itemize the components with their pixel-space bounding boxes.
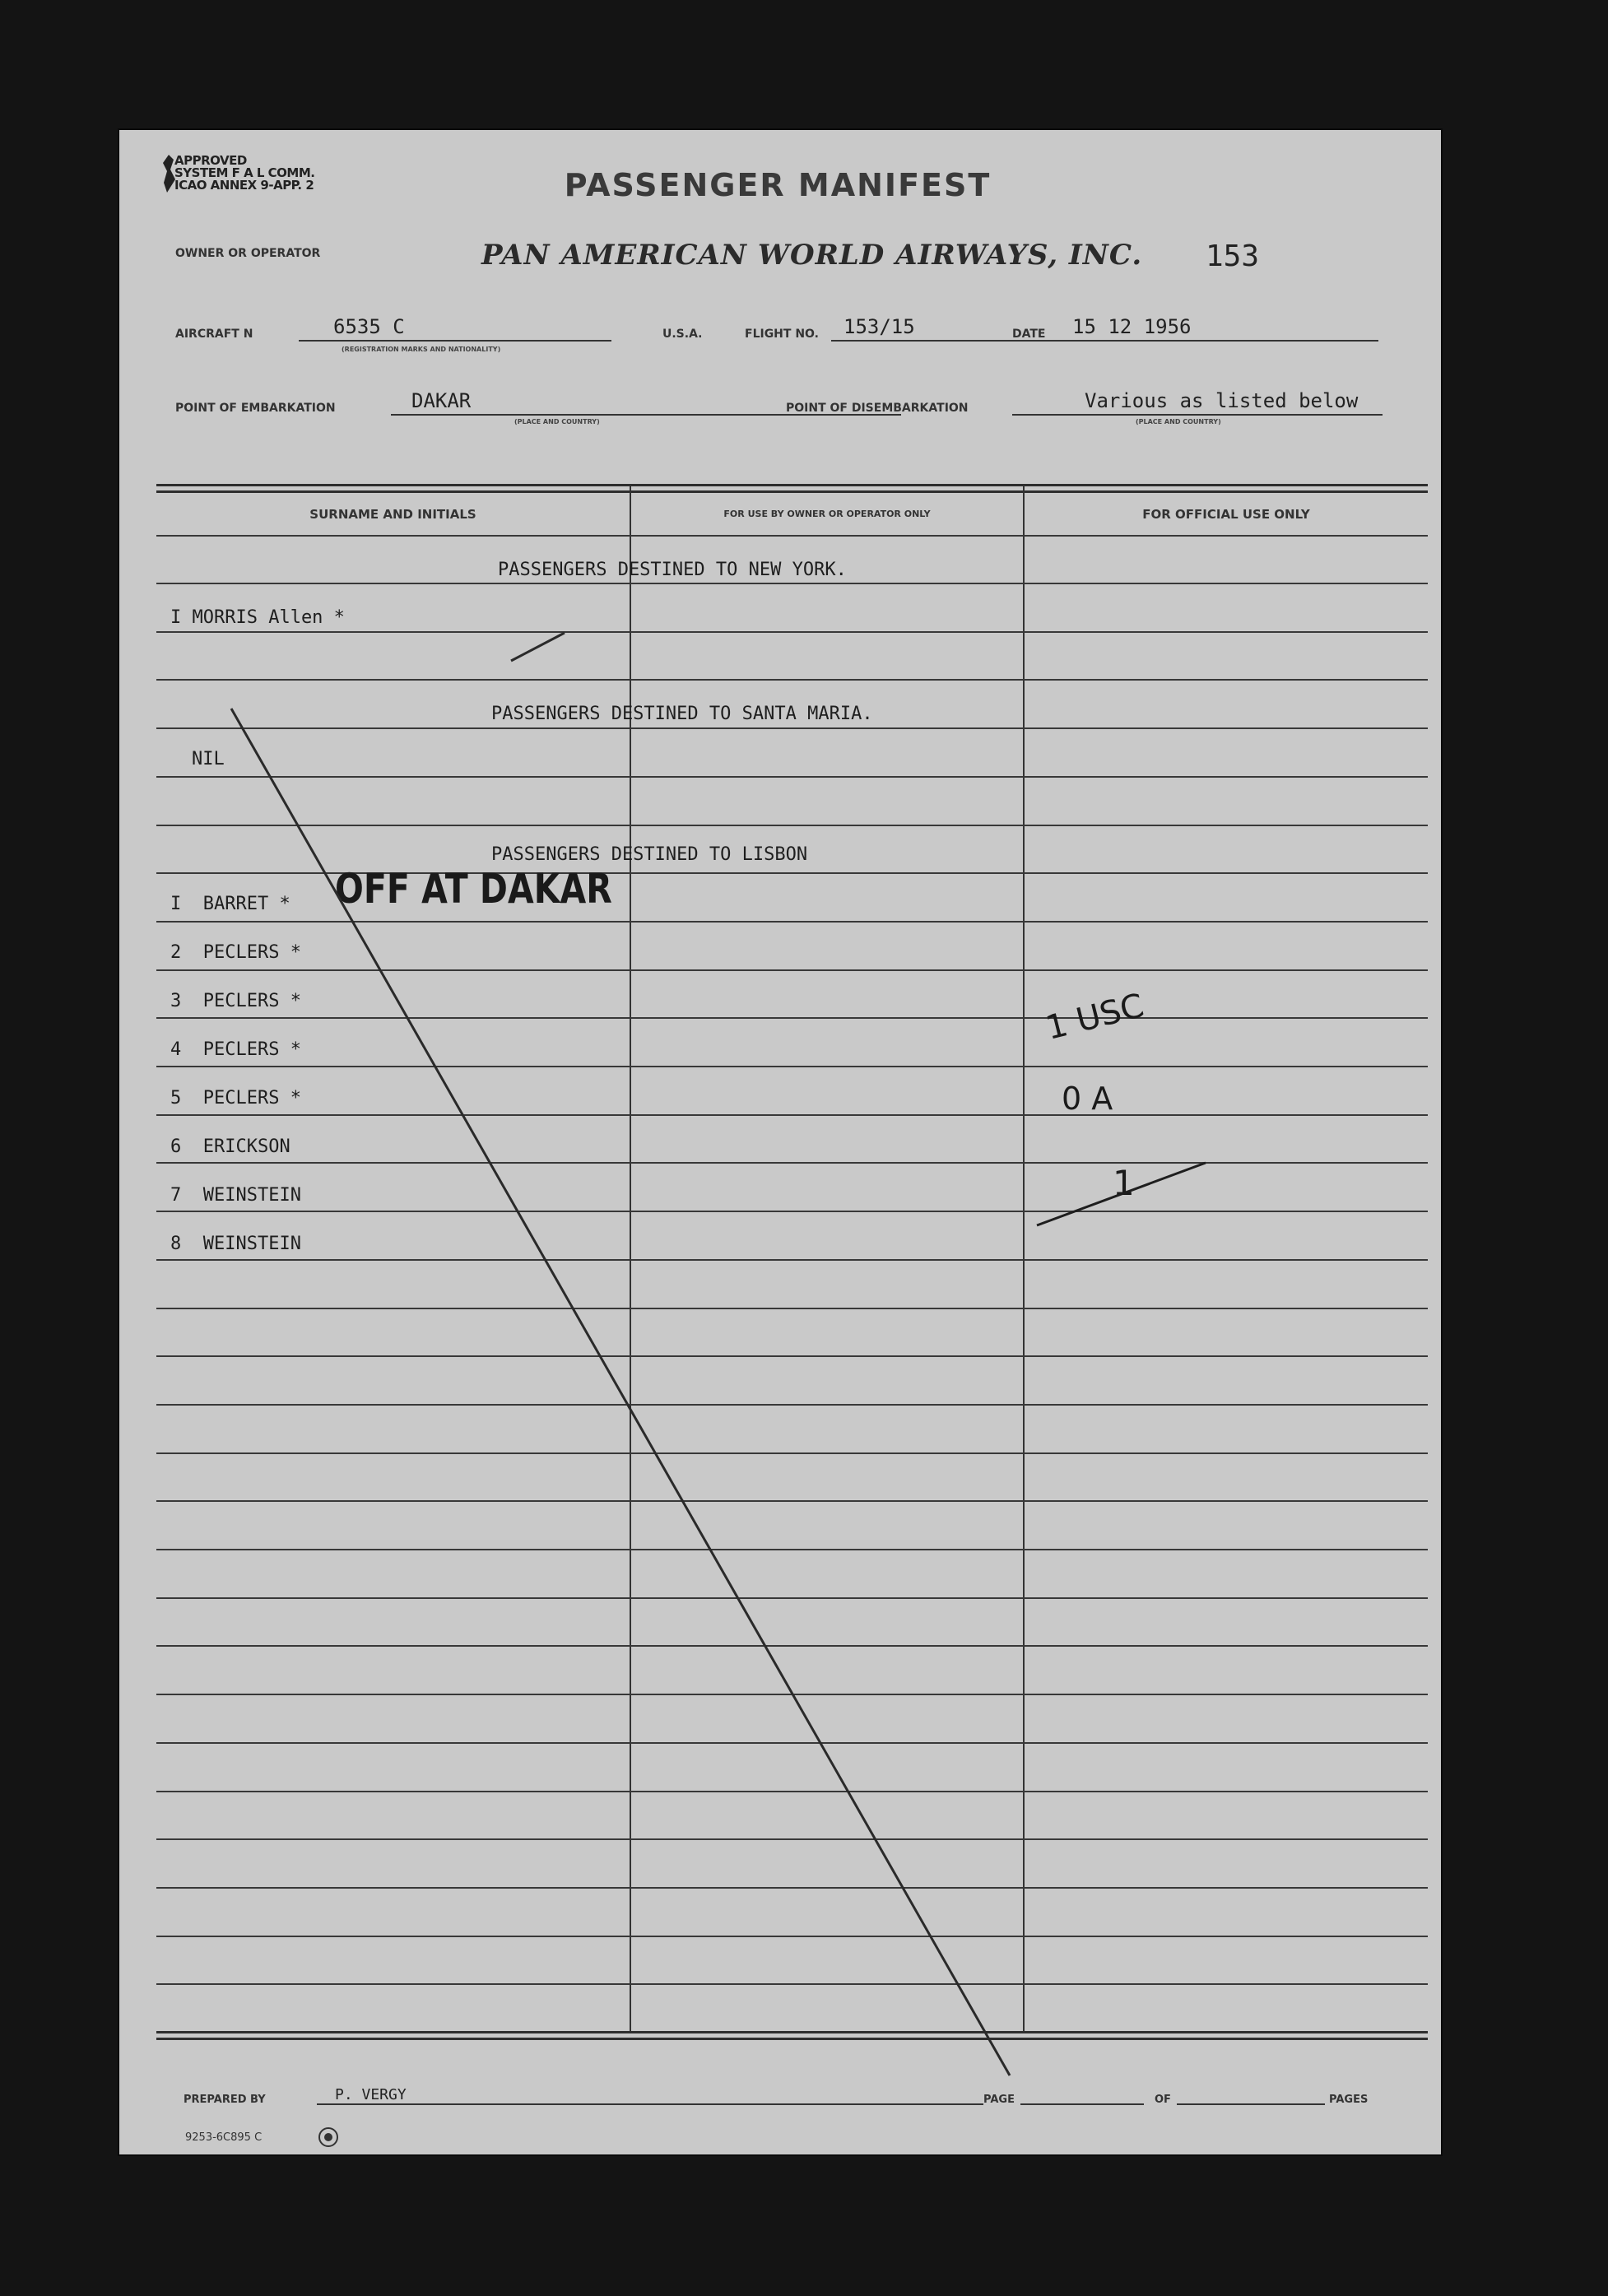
- passenger-number: 8: [170, 1234, 182, 1254]
- page-label: PAGE: [983, 2094, 1015, 2106]
- passenger-santa-maria-nil: NIL: [192, 749, 225, 769]
- disembarkation-value: Various as listed below: [1085, 389, 1359, 412]
- off-at-dakar-stamp: OFF AT DAKAR: [335, 865, 612, 913]
- date-label: DATE: [1012, 328, 1046, 341]
- union-label-icon: [317, 2126, 340, 2149]
- passenger-name: PECLERS *: [202, 1088, 301, 1108]
- disembarkation-sublabel: (PLACE AND COUNTRY): [1136, 418, 1221, 425]
- passenger-name: WEINSTEIN: [202, 1185, 301, 1206]
- passenger-name: ERICKSON: [202, 1136, 290, 1157]
- passenger-number: I: [170, 894, 182, 914]
- passenger-number: 3: [170, 991, 182, 1011]
- manifest-number: 153: [1206, 239, 1260, 273]
- passenger-number: 5: [170, 1088, 182, 1108]
- manifest-page: [119, 130, 1441, 2154]
- embarkation-value: DAKAR: [411, 389, 472, 412]
- passenger-name: BARRET *: [202, 894, 290, 914]
- column-header-owner-use: FOR USE BY OWNER OR OPERATOR ONLY: [723, 509, 931, 519]
- section-santa-maria: PASSENGERS DESTINED TO SANTA MARIA.: [491, 704, 873, 724]
- handwritten-oa: 0 A: [1062, 1081, 1113, 1117]
- prepared-by-label: PREPARED BY: [184, 2094, 266, 2106]
- pages-label: PAGES: [1329, 2094, 1369, 2106]
- owner-value: PAN AMERICAN WORLD AIRWAYS, INC.: [481, 239, 1143, 272]
- owner-label: OWNER OR OPERATOR: [175, 247, 321, 260]
- aircraft-label: AIRCRAFT N: [175, 328, 253, 341]
- flight-value: 153/15: [844, 315, 915, 338]
- aircraft-sublabel: (REGISTRATION MARKS AND NATIONALITY): [342, 346, 501, 353]
- passenger-name: PECLERS *: [202, 991, 301, 1011]
- of-label: OF: [1155, 2094, 1171, 2106]
- page-title: PASSENGER MANIFEST: [564, 167, 992, 203]
- section-lisbon: PASSENGERS DESTINED TO LISBON: [491, 844, 808, 865]
- disembarkation-label: POINT OF DISEMBARKATION: [786, 402, 969, 415]
- passenger-number: 7: [170, 1185, 182, 1206]
- handwritten-one: 1: [1113, 1163, 1135, 1203]
- approval-line-3: ICAO ANNEX 9-APP. 2: [174, 178, 314, 193]
- passenger-new-york-1: I MORRIS Allen *: [170, 607, 345, 628]
- section-new-york: PASSENGERS DESTINED TO NEW YORK.: [498, 560, 847, 580]
- form-number: 9253-6C895 C: [185, 2131, 263, 2144]
- prepared-by-value: P. VERGY: [335, 2086, 407, 2103]
- passenger-name: PECLERS *: [202, 942, 301, 963]
- passenger-name: WEINSTEIN: [202, 1234, 301, 1254]
- passenger-number: 2: [170, 942, 182, 963]
- usa-label: U.S.A.: [662, 328, 703, 341]
- passenger-number: 4: [170, 1039, 182, 1060]
- embarkation-sublabel: (PLACE AND COUNTRY): [514, 418, 600, 425]
- flight-label: FLIGHT NO.: [745, 328, 819, 341]
- embarkation-label: POINT OF EMBARKATION: [175, 402, 336, 415]
- date-value: 15 12 1956: [1072, 315, 1192, 338]
- approval-line-1: APPROVED: [174, 153, 247, 168]
- passenger-number: 6: [170, 1136, 182, 1157]
- aircraft-value: 6535 C: [333, 315, 405, 338]
- handwritten-usc: 1 USC: [1042, 987, 1148, 1048]
- column-header-surname: SURNAME AND INITIALS: [309, 507, 476, 522]
- passenger-name: PECLERS *: [202, 1039, 301, 1060]
- pencil-strokes: [119, 130, 1441, 2154]
- approval-line-2: SYSTEM F A L COMM.: [174, 165, 315, 180]
- column-header-official-use: FOR OFFICIAL USE ONLY: [1142, 507, 1310, 522]
